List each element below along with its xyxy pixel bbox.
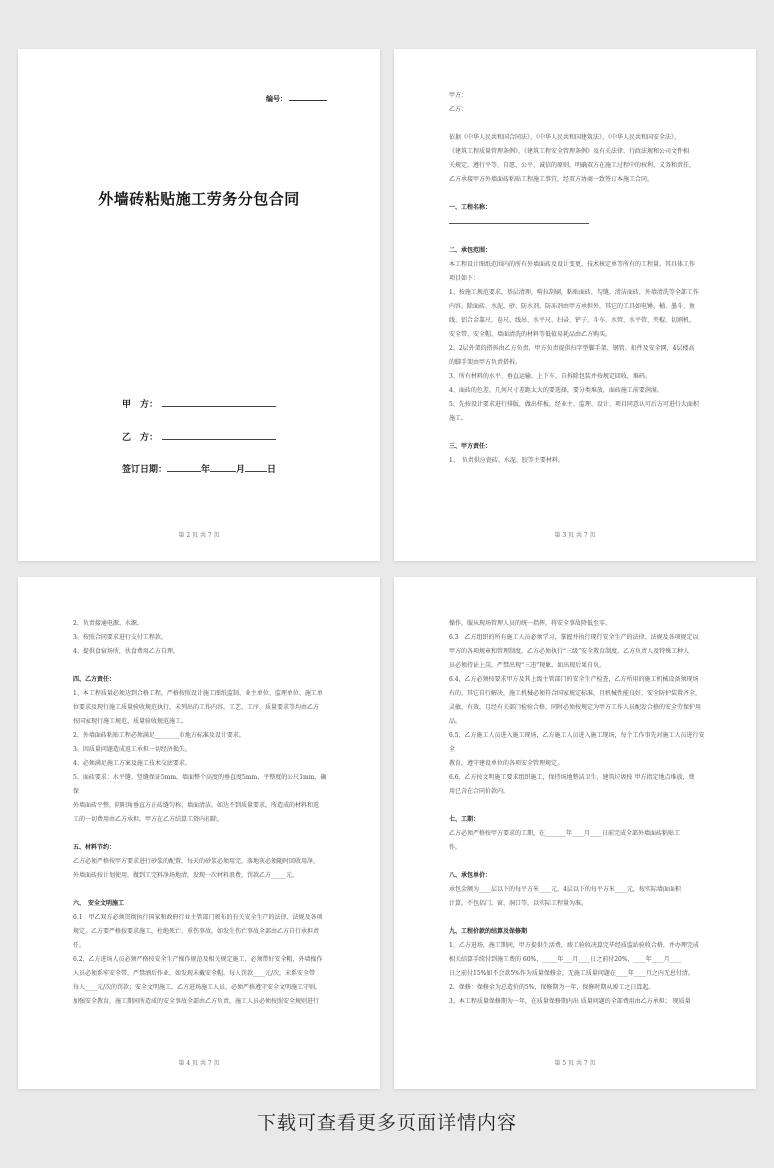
text-line: 线、铝合金靠尺、卷尺、线吊、水平尺、扫帚、铲子、斗车、水管、水平管、夹棍、切割机、 — [449, 317, 696, 324]
spacer — [73, 659, 332, 673]
text-line: 4、提供食宿场所，伙食费用乙方自理。 — [73, 648, 179, 655]
spacer — [449, 799, 708, 813]
day-blank — [245, 462, 267, 472]
text-line: 外墙面砖按计划使用，做到工完料净场地清，发现一次材料浪费，罚款乙方_____元。 — [73, 872, 299, 879]
text-line: 3、因质量问题造成返工承担一切经济损失。 — [73, 746, 191, 753]
text-line: 外墙面砖平整，阴阳角垂直方正砖缝匀称、墙面清洁，如达不到质量要求，所造成的材料和返 — [73, 802, 320, 809]
page-body — [449, 89, 708, 468]
text-line: 工的一切费用由乙方承担，甲方在乙方结算工资内扣除。 — [73, 816, 224, 823]
text-line: 6.5、乙方施工人员进入施工现场，乙方施工人员进入施工现场，每个工作事先对施工人员进行安全 — [449, 732, 705, 753]
contract-title: 外墙砖粘贴施工劳务分包合同 — [98, 190, 300, 208]
month-label: 月 — [236, 465, 246, 475]
text-line: 3、所有材料的水平、垂直运输、上下车、自拆除包装并按规定回收，堆码。 — [449, 373, 651, 380]
text-line: 有的，其它自行解决，施工机械必须符合国家规定标准，且机械性能良好，安全防护装置齐全， — [449, 690, 702, 697]
section-heading: 五、材料节约： — [73, 844, 116, 851]
text-line: 施工。 — [449, 415, 468, 422]
page-number: 第 4 页 共 7 页 — [178, 1060, 220, 1067]
text-line: 6.2、乙方进场人员必须严格按安全生产操作规范及相关规定施工，必须带好安全帽，外墙操作 — [73, 956, 323, 963]
page-4 — [18, 577, 380, 1089]
page-number: 第 2 页 共 7 页 — [178, 532, 220, 539]
text-line: 甲方的各项规章和管理制度，乙方必须执行“三级”安全教育制度，乙方负责人及特殊工种人 — [449, 648, 690, 655]
text-line: 内容。除面砖、水泥、砂、防水剂，防冻剂由甲方承担外，其它的工具如电锤、桶、墨斗、鱼 — [449, 303, 696, 310]
page-5 — [394, 577, 756, 1089]
party-a-blank — [162, 397, 276, 407]
section-heading: 三、甲方责任： — [449, 443, 492, 450]
text-line: 乙方必须严格按甲方要求进行砂浆的配置，每天的砂浆必须用完，落地灰必须随时回收用净， — [73, 858, 320, 865]
text-line: 1、 负责供应瓷砖、水泥、胶等主要材料。 — [449, 457, 564, 464]
text-line: 4、面砖的色差、几何尺寸差距太大的要选择，要分类堆放，面砖施工前要润湿。 — [449, 387, 663, 394]
text-line: 计算，不包括门、窗、洞口等，以实际工程量为准。 — [449, 900, 588, 907]
text-line: 加强安全教育，施工期间所造成的安全事故全部由乙方负责，施工人员必须按照安全规则进行 — [73, 998, 320, 1005]
text-line: 2、2层外架的搭拆由乙方负责，甲方负责提供扫字型脚手架、钢管、扣件及安全网，4层楼高 — [449, 345, 695, 352]
text-line: 人员必须系牢安全带，严禁酒后作业，如发现未戴安全帽，每人罚款____元/次，未系安全带 — [73, 970, 316, 977]
page-body — [449, 617, 708, 1009]
text-line: 教育，遵守建设单位的各项安全管理规定。 — [449, 760, 564, 767]
text-line: 依据《中华人民共和国合同法》、《中华人民共和国建筑法》、《中华人民共和国安全法》、 — [449, 134, 681, 141]
text-line: 的脚手架由甲方负责搭拆。 — [449, 359, 522, 366]
text-line: 规定。乙方要严格按要求施工，杜绝死亡、重伤事故，如发生伤亡事故全部由乙方自行承担责 — [73, 928, 320, 935]
spacer — [449, 187, 708, 201]
spacer — [449, 855, 708, 869]
section-heading: 四、乙方责任： — [73, 676, 116, 683]
download-caption: 下载可查看更多页面详情内容 — [256, 1112, 517, 1134]
party-a-label: 甲 方： — [122, 400, 159, 410]
text-line: 2、保修：保修金为总造价的5%，保修期为一年，保修时期从竣工之日算起。 — [449, 984, 655, 991]
party-b-label: 乙 方： — [122, 433, 159, 443]
year-label: 年 — [201, 465, 211, 475]
day-label: 日 — [267, 465, 277, 475]
text-line: 1、本工程质量必须达到合格工程，严格按照设计施工图纸监制、业主单位、监理单位、施工单 — [73, 690, 323, 697]
text-line: 乙方： — [449, 106, 468, 113]
project-name-blank — [449, 215, 589, 224]
page-body — [73, 617, 332, 1009]
text-line: 6.6、乙方按文明施工要求组织施工，保持场地整洁卫生，建筑垃圾按 甲方指定地点堆放，费 — [449, 774, 695, 781]
text-line: 作。 — [449, 844, 462, 851]
section-heading: 八、承包单价： — [449, 872, 492, 879]
text-line: 员必须持证上岗，严禁出现“三违”现象，如出现后果自负。 — [449, 662, 606, 669]
text-line: 每人____元/次的罚款；安全文明施工，乙方进场施工人员、必须严格遵守安全文明施工守则， — [73, 984, 322, 991]
text-line: 安全带、安全帽、墙面清洗的材料等低值易耗品由乙方购买。 — [449, 331, 612, 338]
text-line: 6.1 甲乙双方必须贯彻执行国家和政府行业主管部门颁布的有关安全生产的法律、法规及各项 — [73, 914, 323, 921]
page-3 — [394, 49, 756, 561]
text-line: 操作，服从现场管理人员的统一指挥，将安全事故降低至零。 — [449, 620, 612, 627]
text-line: 关规定，遵行平等、自愿、公平、诚信的原则，明确双方在施工过程中的权利、义务和责任， — [449, 162, 696, 169]
text-line: 5、面砖要求：水平缝、竖缝保证5mm，墙面整个高度的垂直度5mm，平整度的公尺1mm，确保 — [73, 774, 327, 795]
page-cover — [18, 49, 380, 561]
section-heading: 二、承包范围： — [449, 247, 492, 254]
text-line: 《建筑工程质量管理条例》、《建筑工程安全管理条例》及有关法律、行政法规和公司文件相 — [449, 148, 690, 155]
contract-number-label: 编号： — [266, 93, 327, 104]
spacer — [73, 883, 332, 897]
text-line: 5、先按设计要求进行排版，做出样板，经业主、监理、设计、项目同意认可后方可进行大面积 — [449, 401, 699, 408]
text-line: 3、按照合同要求进行支付工程款。 — [73, 634, 167, 641]
spacer — [73, 827, 332, 841]
text-line: 日之前付15%如不会款5%作为质量保修金，无施工质量问题在____年____月之内无息付清。 — [449, 970, 694, 977]
spacer — [449, 230, 708, 244]
text-line: 2、外墙面砖粘贴工程必须满足________市地方标准及设计要求。 — [73, 732, 245, 739]
party-b-blank — [162, 430, 276, 440]
spacer — [449, 426, 708, 440]
blank-line — [449, 215, 708, 230]
text-line: 按国家现行施工规范、质量验收规范施工。 — [73, 718, 188, 725]
party-a-row — [122, 397, 276, 410]
text-line: 1、乙方进场，施工期间，甲方提供生活费，竣工验收决算完毕经质监站验收合格，并办理完成 — [449, 942, 699, 949]
text-line: 品。 — [449, 718, 462, 725]
text-line: 甲方： — [449, 92, 468, 99]
spacer — [449, 911, 708, 925]
text-line: 3、本工程质量保修期为一年，在质量保修期内出 质量问题的全部费用由乙方承担； 现质量 — [449, 998, 691, 1005]
text-line: 2、负责接通电源、水源。 — [73, 620, 143, 627]
text-line: 用已含在合同价款内。 — [449, 788, 510, 795]
sign-date-label: 签订日期： — [122, 465, 168, 475]
text-line: 本工程设计图纸范围内的所有外墙面砖及设计变更，技术核定单等所有的工程量。其具体工作 — [449, 261, 696, 268]
year-blank — [167, 462, 201, 472]
text-line: 相关结算手续付到施工费的 60%，_____年___月____日之前付20%，____年____月____ — [449, 956, 682, 963]
month-blank — [210, 462, 236, 472]
sign-date-row — [122, 462, 276, 475]
party-b-row — [122, 430, 276, 443]
page-number: 第 5 页 共 7 页 — [554, 1060, 596, 1067]
section-heading: 六、 安全文明施工 — [73, 900, 125, 907]
section-heading: 九、工程价款的结算及保修期 — [449, 928, 528, 935]
page-number: 第 3 页 共 7 页 — [554, 532, 596, 539]
text-line: 乙方必须严格按甲方要求的工期，在_______年____月____日前完成全部外墙面砖粘贴工 — [449, 830, 681, 837]
text-line: 承包金额为____层以下的每平方米____元，4层以下的每平方米____元，按实际墙面面积 — [449, 886, 681, 893]
text-line: 项目如下： — [449, 275, 480, 282]
text-line: 1、按施工规范要求，基层清理，啃拉刮刷，粘贴面砖，勾缝，清洁面砖，外墙清洗等全部工作 — [449, 289, 699, 296]
section-heading: 七、工期： — [449, 816, 480, 823]
text-line: 位要求及现行施工质量验收规范执行，未列出的工作内容，工艺、工序、质量要求等均由乙方 — [73, 704, 320, 711]
text-line: 任。 — [73, 942, 86, 949]
spacer — [449, 117, 708, 131]
text-line: 灵敏，有效，且经有关部门检验合格，同时必须按规定为甲方工作人员配发合格的安全劳保护用 — [449, 704, 702, 711]
text-line: 4、必须满足施工方案及施工技术交底要求。 — [73, 760, 191, 767]
text-line: 乙方承接甲方外墙面砖粘贴工程施工事宜，经双方协商一致签订本施工合同。 — [449, 176, 654, 183]
contract-number-blank — [289, 93, 327, 101]
section-heading: 一、工程名称： — [449, 204, 492, 211]
text-line: 6.4、乙方必须按要求甲方及其上级主管部门的安全生产检查，乙方所用的施工机械设备须现场 — [449, 676, 699, 683]
text-line: 6.3 乙方组织的所有施工人员必须学习，掌握并执行现行安全生产的法律、法规及各项规定以 — [449, 634, 699, 641]
